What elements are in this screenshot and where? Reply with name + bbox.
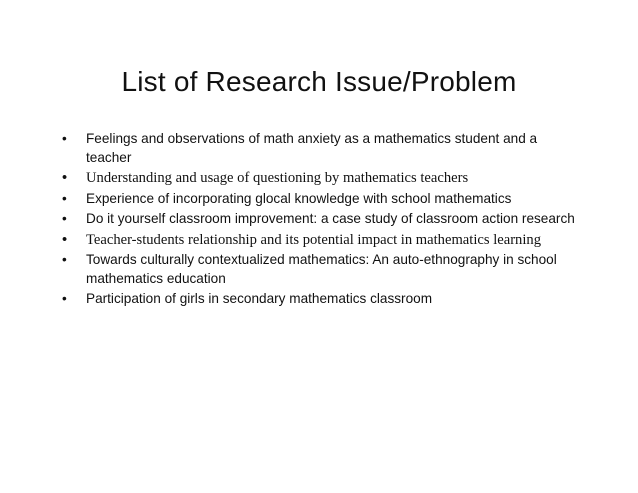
bullet-icon: • — [62, 211, 67, 226]
list-item-text: Understanding and usage of questioning by mathematics teachers — [86, 170, 469, 186]
list-item-text: Experience of incorporating glocal knowledge with school mathematics — [86, 190, 512, 206]
list-item — [62, 231, 582, 250]
list-item-text: Do it yourself classroom improvement: a case study of classroom action research — [86, 211, 575, 226]
list-item — [62, 130, 582, 167]
bullet-icon: • — [62, 231, 68, 248]
list-item-text: Participation of girls in secondary mathematics classroom — [86, 291, 433, 306]
bullet-icon: • — [62, 291, 67, 306]
research-issue-list — [62, 130, 582, 311]
slide-title: List of Research Issue/Problem — [121, 66, 517, 97]
list-item — [62, 190, 582, 209]
list-item-text: Towards culturally contextualized mathematics: An auto-ethnography in school mathematics education — [86, 252, 557, 286]
list-item — [62, 251, 582, 288]
list-item — [62, 210, 582, 229]
bullet-icon: • — [62, 170, 68, 186]
bullet-icon: • — [62, 190, 67, 206]
list-item — [62, 290, 582, 309]
list-item-text: Feelings and observations of math anxiety as a mathematics student and a teacher — [86, 131, 538, 165]
bullet-icon: • — [62, 252, 67, 267]
list-item-text: Teacher-students relationship and its potential impact in mathematics learning — [86, 231, 542, 248]
list-item — [62, 169, 582, 188]
bullet-icon: • — [62, 131, 67, 146]
